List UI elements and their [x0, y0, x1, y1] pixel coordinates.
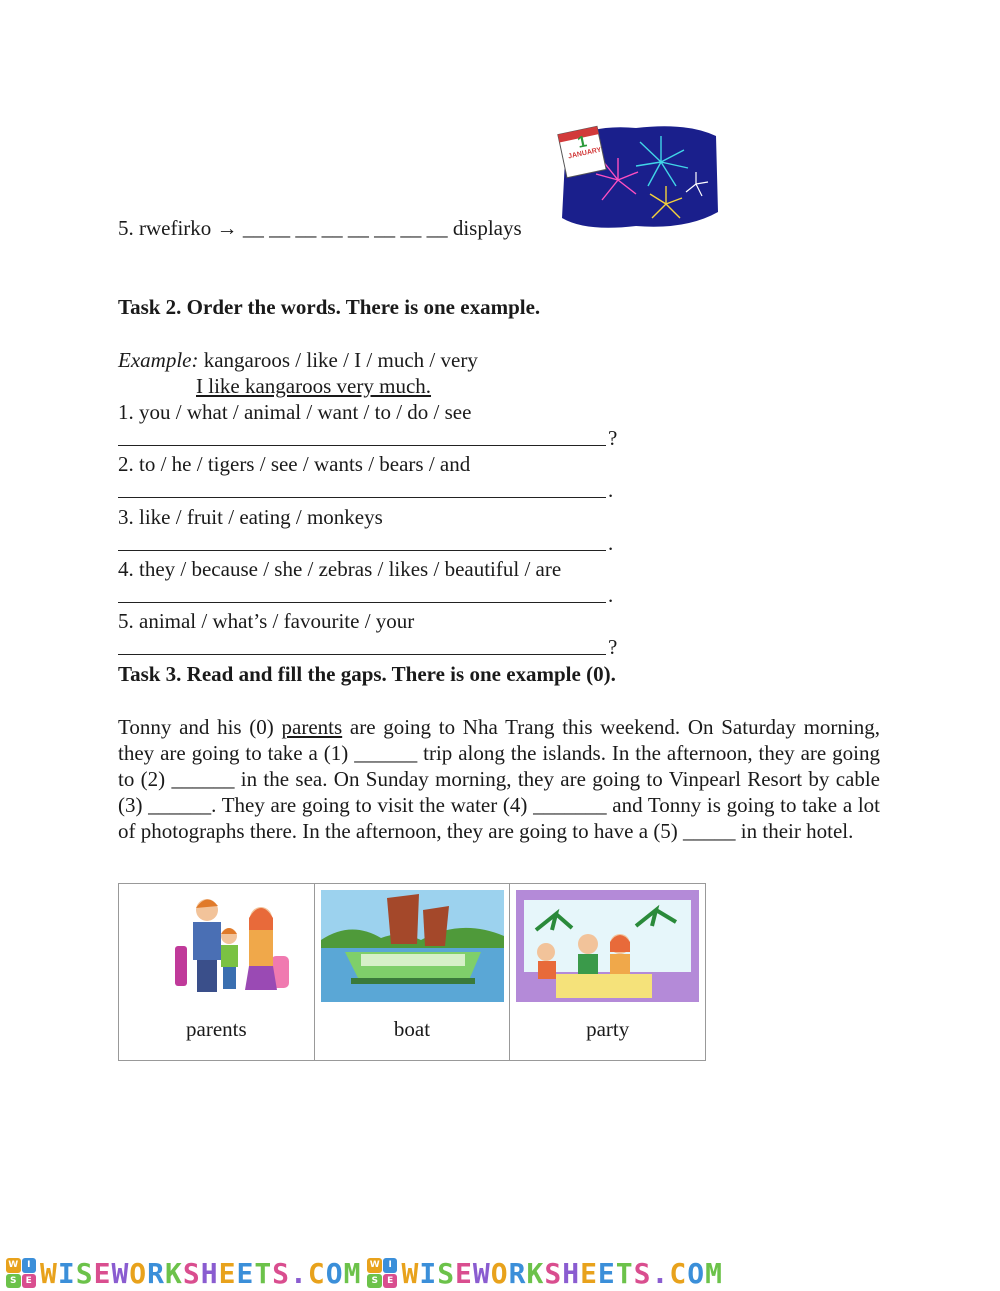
para-pre: Tonny and his (0) — [118, 715, 282, 739]
task2-item-1: 1. you / what / animal / want / to / do / see — [118, 400, 472, 424]
logo-letter-2: I — [22, 1258, 37, 1273]
logo-letter-4: E — [22, 1274, 37, 1289]
task2-example — [118, 347, 478, 373]
picture-cell-party — [510, 884, 705, 1060]
boat-icon — [321, 890, 504, 1002]
fireworks-image — [556, 122, 720, 234]
answer-end-5: ? — [608, 635, 618, 659]
logo-letter-3: S — [6, 1274, 21, 1289]
family-icon — [125, 890, 308, 1002]
task2-item-4: 4. they / because / she / zebras / likes / beautiful / are — [118, 557, 562, 581]
answer-line-3[interactable] — [118, 530, 613, 556]
caption-parents: parents — [186, 1017, 247, 1041]
brand-logo-icon-2 — [367, 1258, 397, 1288]
answer-line-4[interactable] — [118, 582, 613, 608]
logo2-letter-2: I — [383, 1258, 398, 1273]
task2-example-label: Example: — [118, 348, 199, 372]
answer-end-3: . — [608, 531, 614, 555]
task2-item-3: 3. like / fruit / eating / monkeys — [118, 505, 383, 529]
task2-item-5: 5. animal / what’s / favourite / your — [118, 609, 415, 633]
caption-party: party — [586, 1017, 630, 1041]
task2-example-words: kangaroos / like / I / much / very — [203, 348, 478, 372]
answer-line-2[interactable] — [118, 477, 613, 503]
task3-title: Task 3. Read and fill the gaps. There is one example (0). — [118, 662, 616, 686]
caption-boat: boat — [393, 1017, 431, 1041]
logo2-letter-1: W — [367, 1258, 382, 1273]
brand-logo-icon — [6, 1258, 36, 1288]
answer-line-1[interactable] — [118, 425, 618, 451]
task2-example-answer: I like kangaroos very much. — [196, 374, 432, 398]
task3-paragraph — [118, 714, 880, 844]
logo2-letter-3: S — [367, 1274, 382, 1289]
task2-title: Task 2. Order the words. There is one example. — [118, 295, 541, 319]
calendar-month: JANUARY — [567, 146, 602, 161]
party-icon — [516, 890, 699, 1002]
logo2-letter-4: E — [383, 1274, 398, 1289]
picture-cell-parents — [119, 884, 315, 1060]
calendar-day: 1 — [576, 133, 589, 152]
task1-item5-suffix: displays — [452, 216, 522, 240]
picture-table — [118, 883, 706, 1061]
brand-text-1: WISEWORKSHEETS.COM — [40, 1256, 362, 1290]
answer-end-4: . — [608, 583, 614, 607]
answer-line-5[interactable] — [118, 634, 618, 660]
logo-letter-1: W — [6, 1258, 21, 1273]
para-example-word: parents — [281, 715, 343, 739]
task1-item5-blanks: __ __ __ __ __ __ __ __ — [242, 216, 448, 240]
answer-end-2: . — [608, 478, 614, 502]
task1-item5-prefix: 5. rwefirko → — [118, 216, 238, 240]
picture-cell-boat — [315, 884, 511, 1060]
footer-banner — [0, 1255, 1000, 1291]
brand-text-2: WISEWORKSHEETS.COM — [401, 1256, 723, 1290]
para-post: are going to Nha Trang this weekend. On Saturday morning, they are going to take a (1) ______ trip along the islands. In the afternoon, they are going to (2) ______ in the sea. On Sunday morning, they are going to Vinpearl Resort by cable (3) ______. They are going to visit the water (4) _______ and Tonny is going to take a lot of photographs there. In the afternoon, they are going to have a (5) _____ in their hotel. — [118, 715, 880, 843]
task1-item5 — [118, 215, 522, 241]
answer-end-1: ? — [608, 426, 618, 450]
task2-item-2: 2. to / he / tigers / see / wants / bears / and — [118, 452, 471, 476]
